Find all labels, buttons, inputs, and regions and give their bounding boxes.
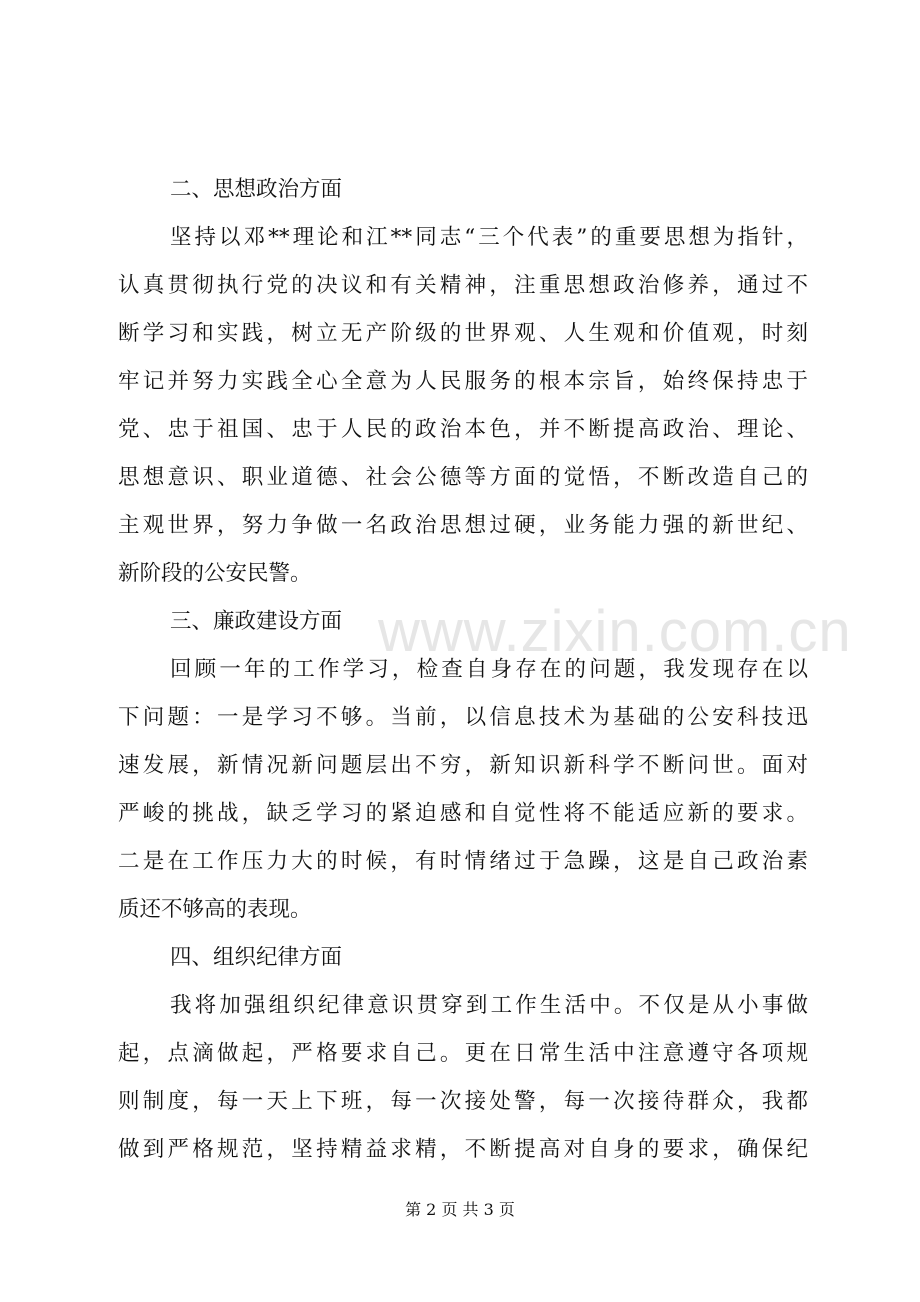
section-heading: 二、思想政治方面 xyxy=(170,177,343,202)
section-heading: 四、组织纪律方面 xyxy=(170,945,343,970)
text-line: 则制度，每一天上下班，每一次接处警，每一次接待群众，我都 xyxy=(118,1089,808,1114)
text-line: 新阶段的公安民警。 xyxy=(118,561,312,586)
text-line: 党、忠于祖国、忠于人民的政治本色，并不断提高政治、理论、 xyxy=(118,417,808,442)
text-line: 速发展，新情况新问题层出不穷，新知识新科学不断问世。面对 xyxy=(118,753,808,778)
text-line: 我将加强组织纪律意识贯穿到工作生活中。不仅是从小事做 xyxy=(170,993,808,1018)
text-line: 主观世界，努力争做一名政治思想过硬，业务能力强的新世纪、 xyxy=(118,513,808,538)
text-line: 做到严格规范，坚持精益求精，不断提高对自身的要求，确保纪 xyxy=(118,1137,808,1162)
page-footer: 第 2 页 共 3 页 xyxy=(405,1200,515,1219)
text-line: 起，点滴做起，严格要求自己。更在日常生活中注意遵守各项规 xyxy=(118,1041,808,1066)
text-line: 质还不够高的表现。 xyxy=(118,897,312,922)
text-line: 认真贯彻执行党的决议和有关精神，注重思想政治修养，通过不 xyxy=(118,273,808,298)
text-line: 回顾一年的工作学习，检查自身存在的问题，我发现存在以 xyxy=(170,657,808,682)
text-line: 二是在工作压力大的时候，有时情绪过于急躁，这是自己政治素 xyxy=(118,849,808,874)
text-line: 下问题：一是学习不够。当前，以信息技术为基础的公安科技迅 xyxy=(118,705,808,730)
text-line: 严峻的挑战，缺乏学习的紧迫感和自觉性将不能适应新的要求。 xyxy=(118,801,808,826)
watermark: www.zixin.com.cn xyxy=(378,599,852,664)
text-line: 牢记并努力实践全心全意为人民服务的根本宗旨，始终保持忠于 xyxy=(118,369,808,394)
section-heading: 三、廉政建设方面 xyxy=(170,609,343,634)
text-line: 断学习和实践，树立无产阶级的世界观、人生观和价值观，时刻 xyxy=(118,321,808,346)
document-body xyxy=(118,166,808,1174)
text-line: 思想意识、职业道德、社会公德等方面的觉悟，不断改造自己的 xyxy=(118,465,808,490)
text-line: 坚持以邓**理论和江**同志“三个代表”的重要思想为指针， xyxy=(170,225,808,250)
